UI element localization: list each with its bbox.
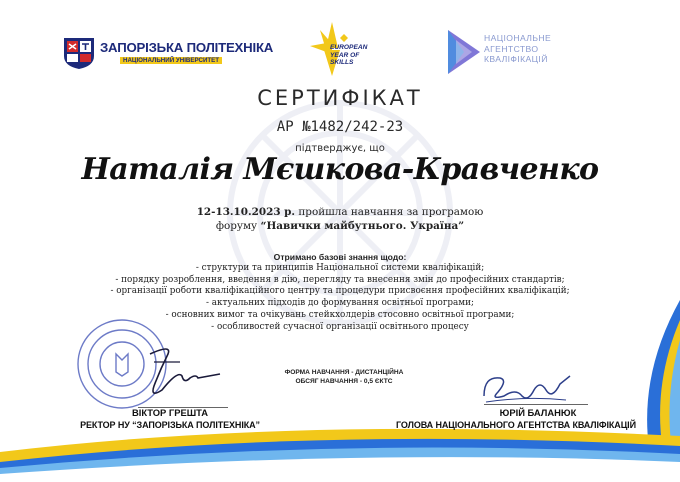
knowledge-item: - основних вимог та очікувань стейкхолдерів стосовно освітньої програми; (165, 309, 515, 320)
study-form: ФОРМА НАВЧАННЯ - ДИСТАНЦІЙНА (284, 369, 404, 376)
confirms-text: підтверджує, що (295, 143, 385, 154)
agency-head-name: ЮРІЙ БАЛАНЮК (499, 407, 577, 418)
national-agency-name: НАЦІОНАЛЬНЕ АГЕНТСТВО КВАЛІФІКАЦІЙ (484, 33, 552, 65)
training-dates: 12-13.10.2023 р. (196, 206, 296, 218)
study-info (246, 368, 442, 387)
knowledge-item: - особливостей сучасної організації освітнього процесу (211, 321, 469, 332)
study-volume: ОБСЯГ НАВЧАННЯ - 0,5 ЄКТС (295, 378, 393, 386)
signature-line-right (484, 404, 588, 405)
rector-signature-icon (120, 340, 240, 406)
forum-prefix: форуму (215, 220, 261, 232)
university-shield-icon (62, 36, 96, 70)
completion-text: пройшла навчання за програмою (295, 206, 484, 218)
agency-head-signature-icon (470, 366, 580, 412)
knowledge-item: - структури та принципів Національної системи кваліфікацій; (195, 263, 485, 273)
program-name: “Навички майбутнього. Україна” (260, 220, 465, 232)
knowledge-item: - порядку розроблення, введення в дію, перегляду та внесення змін до професійних стандартів; (115, 274, 565, 285)
knowledge-item: - актуальних підходів до формування освітньої програми; (206, 298, 474, 309)
recipient-name: Наталія Мєшкова-Кравченко (81, 152, 599, 187)
knowledge-heading: Отримано базові знання щодо: (273, 252, 407, 262)
university-logo (62, 36, 274, 70)
agency-head-role: ГОЛОВА НАЦІОНАЛЬНОГО АГЕНТСТВА КВАЛІФІКАЦІЙ (396, 420, 636, 430)
rector-role: РЕКТОР НУ “ЗАПОРІЗЬКА ПОЛІТЕХНІКА” (80, 420, 260, 430)
certificate-title: СЕРТИФІКАТ (257, 86, 423, 110)
certificate-number: АР №1482/242-23 (276, 119, 404, 135)
university-name: ЗАПОРІЗЬКА ПОЛІТЕХНІКА (100, 40, 274, 55)
completion-statement (0, 205, 680, 233)
rector-name: ВІКТОР ГРЕШТА (131, 407, 209, 418)
university-subtitle: НАЦІОНАЛЬНИЙ УНІВЕРСИТЕТ (120, 57, 222, 64)
european-year-of-skills-text: EUROPEAN YEAR OF SKILLS (330, 44, 368, 67)
knowledge-item: - організації роботи кваліфікаційного центру та процедури присвоєння професійних кваліфікацій; (110, 286, 570, 297)
